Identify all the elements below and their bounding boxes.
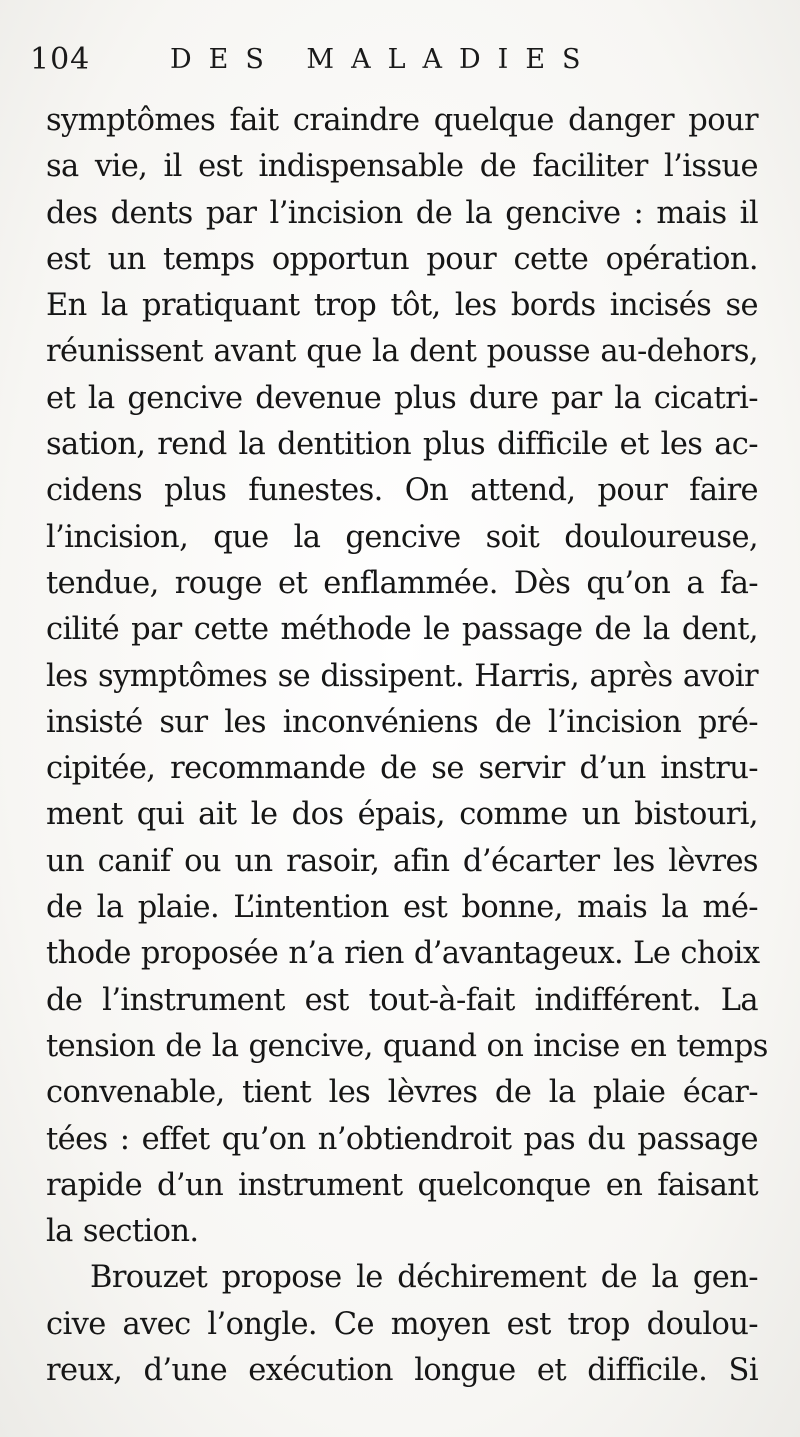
text-line: et la gencive devenue plus dure par la cicatri- (46, 380, 758, 416)
text-line: insisté sur les inconvéniens de l’incision pré- (46, 704, 758, 740)
text-line: tendue, rouge et enflammée. Dès qu’on a fa- (46, 565, 758, 601)
text-line: cipitée, recommande de se servir d’un instru- (46, 751, 758, 787)
page-header (30, 36, 770, 86)
text-line: reux, d’une exécution longue et difficile. Si (46, 1353, 758, 1389)
text-line: En la pratiquant trop tôt, les bords incisés se (46, 288, 758, 324)
text-line: sa vie, il est indispensable de faciliter l’issue (46, 149, 758, 185)
text-line: tension de la gencive, quand on incise en temps (46, 1028, 768, 1064)
text-line: tées : effet qu’on n’obtiendroit pas du passage (46, 1121, 758, 1157)
text-line: cive avec l’ongle. Ce moyen est trop doulou- (46, 1306, 758, 1342)
text-line: Brouzet propose le déchirement de la gen- (90, 1260, 758, 1296)
body-text (46, 98, 768, 1394)
text-line: convenable, tient les lèvres de la plaie écar- (46, 1075, 758, 1111)
text-line: est un temps opportun pour cette opération. (46, 241, 758, 277)
text-line: des dents par l’incision de la gencive : mais il (46, 195, 758, 231)
text-line: rapide d’un instrument quelconque en faisant (46, 1167, 758, 1203)
paragraph-2 (46, 1255, 758, 1394)
text-line: cidens plus funestes. On attend, pour faire (46, 473, 758, 509)
text-line: sation, rend la dentition plus difficile et les ac- (46, 427, 758, 463)
running-head: DES MALADIES (170, 44, 598, 75)
text-line: ment qui ait le dos épais, comme un bistouri, (46, 797, 758, 833)
text-line: la section. (46, 1214, 199, 1250)
text-line: symptômes fait craindre quelque danger pour (46, 103, 758, 138)
paragraph-1 (46, 98, 768, 1255)
text-line: de l’instrument est tout-à-fait indifférent. La (46, 982, 758, 1018)
page-number: 104 (30, 42, 91, 77)
text-line: l’incision, que la gencive soit douloureuse, (46, 519, 758, 555)
text-line: de la plaie. L’intention est bonne, mais la mé- (46, 890, 758, 926)
text-line: un canif ou un rasoir, afin d’écarter les lèvres (46, 843, 758, 879)
text-line: thode proposée n’a rien d’avantageux. Le choix (46, 936, 760, 972)
text-line: les symptômes se dissipent. Harris, après avoir (46, 658, 758, 694)
text-line: réunissent avant que la dent pousse au-dehors, (46, 334, 758, 370)
text-line: cilité par cette méthode le passage de la dent, (46, 612, 758, 648)
